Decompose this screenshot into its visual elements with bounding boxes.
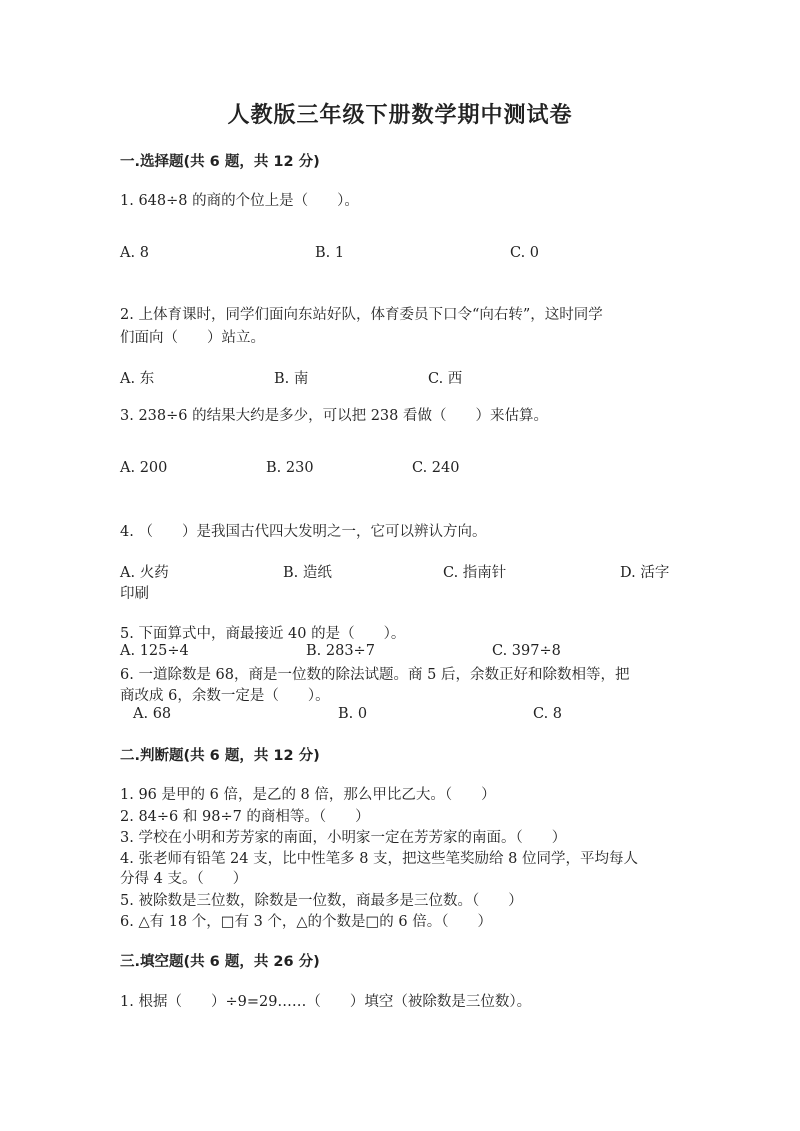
option-b: B. 283÷7: [306, 643, 375, 659]
list-item: 1. 根据（ ）÷9=29……（ ）填空（被除数是三位数）。: [120, 994, 532, 1010]
list-item: 1. 96 是甲的 6 倍，是乙的 8 倍，那么甲比乙大。（ ）: [120, 787, 496, 803]
question-text: 6. 一道除数是 68，商是一位数的除法试题。商 5 后，余数正好和除数相等，把: [120, 667, 630, 683]
option-c: C. 8: [533, 706, 563, 722]
option-a: A. 200: [120, 460, 168, 476]
page-title: 人教版三年级下册数学期中测试卷: [227, 102, 573, 128]
option-b: B. 造纸: [283, 565, 332, 581]
list-item: 5. 被除数是三位数，除数是一位数，商最多是三位数。（ ）: [120, 893, 523, 909]
option-a: A. 东: [120, 371, 155, 387]
question-text: 4. （ ）是我国古代四大发明之一，它可以辨认方向。: [120, 524, 487, 540]
option-a: A. 68: [133, 706, 172, 722]
list-item: 4. 张老师有铅笔 24 支，比中性笔多 8 支，把这些笔奖励给 8 位同学，平均每人: [120, 851, 638, 867]
option-c: C. 240: [412, 460, 460, 476]
option-b: B. 1: [315, 245, 345, 261]
list-item: 3. 学校在小明和芳芳家的南面，小明家一定在芳芳家的南面。（ ）: [120, 830, 567, 846]
list-item: 2. 84÷6 和 98÷7 的商相等。（ ）: [120, 809, 370, 825]
option-b: B. 0: [338, 706, 368, 722]
question-text-continued: 商改成 6，余数一定是（ ）。: [120, 688, 330, 704]
section-heading-fill-blank: 三.填空题(共 6 题，共 26 分): [120, 954, 320, 970]
question-text: 1. 648÷8 的商的个位上是（ ）。: [120, 193, 359, 209]
question-text: 5. 下面算式中，商最接近 40 的是（ ）。: [120, 626, 406, 642]
question-text: 2. 上体育课时，同学们面向东站好队，体育委员下口令“向右转”，这时同学: [120, 307, 603, 323]
option-a: A. 火药: [120, 565, 169, 581]
option-c: C. 西: [428, 371, 463, 387]
section-heading-choice: 一.选择题(共 6 题，共 12 分): [120, 154, 320, 170]
option-b: B. 230: [266, 460, 314, 476]
question-text-continued: 们面向（ ）站立。: [120, 330, 265, 346]
list-item-continued: 分得 4 支。（ ）: [120, 871, 248, 887]
option-c: C. 397÷8: [492, 643, 561, 659]
option-c: C. 0: [510, 245, 540, 261]
option-a: A. 125÷4: [120, 643, 189, 659]
section-heading-judgement: 二.判断题(共 6 题，共 12 分): [120, 748, 320, 764]
question-text: 3. 238÷6 的结果大约是多少，可以把 238 看做（ ）来估算。: [120, 408, 548, 424]
option-b: B. 南: [274, 371, 309, 387]
option-d-continued: 印刷: [120, 586, 149, 602]
list-item: 6. △有 18 个，□有 3 个，△的个数是□的 6 倍。（ ）: [120, 914, 492, 930]
option-a: A. 8: [120, 245, 149, 261]
option-c: C. 指南针: [443, 565, 507, 581]
option-d: D. 活字: [620, 565, 670, 581]
